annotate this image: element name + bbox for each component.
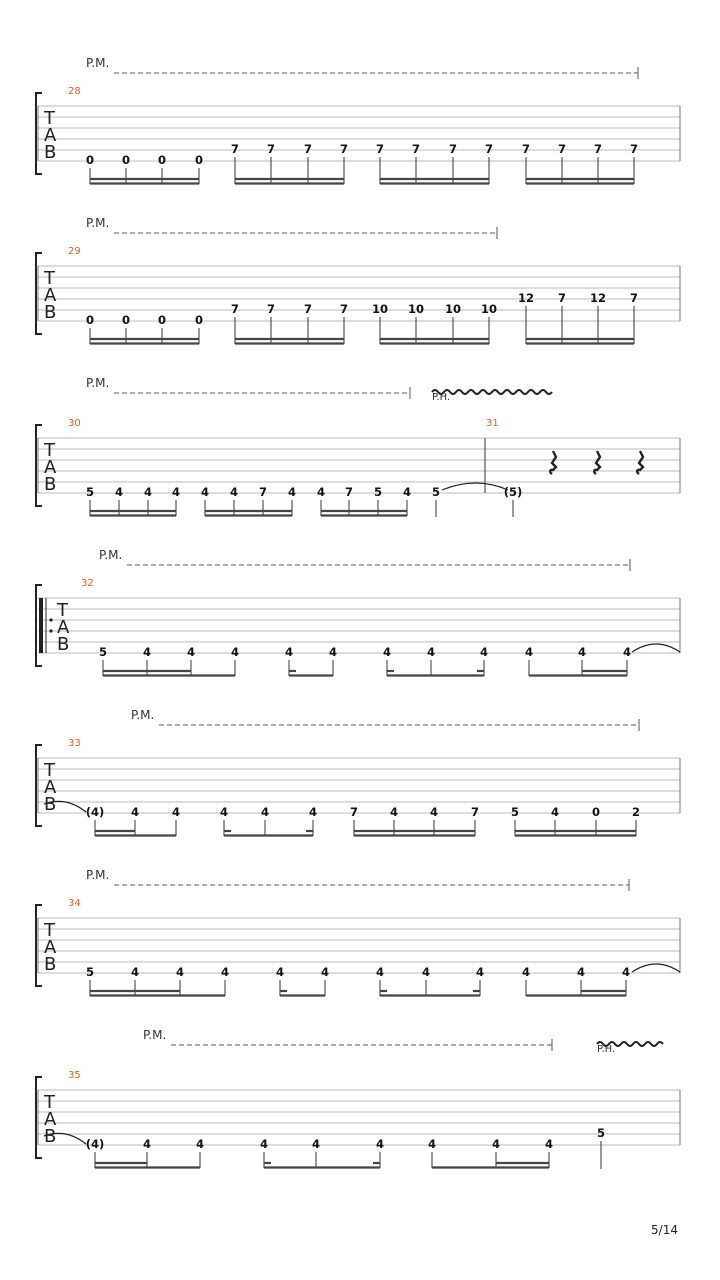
- fret-number: 4: [143, 485, 153, 499]
- tab-clef-b: B: [44, 794, 57, 815]
- fret-number: 4: [219, 805, 229, 819]
- fret-number: 4: [375, 965, 385, 979]
- fret-numbers: [86, 485, 522, 499]
- note-stems: [90, 980, 626, 996]
- fret-number: 4: [621, 965, 631, 979]
- fret-number: 10: [444, 302, 462, 316]
- fret-number: 7: [521, 142, 531, 156]
- fret-number: 4: [284, 645, 294, 659]
- fret-number: 7: [339, 142, 349, 156]
- fret-numbers: [86, 291, 638, 327]
- fret-number: 4: [130, 805, 140, 819]
- tab-system-4: [36, 548, 680, 676]
- fret-number: 7: [593, 142, 603, 156]
- beams: [95, 1163, 549, 1168]
- fret-number: 5: [98, 645, 108, 659]
- fret-number: 7: [266, 142, 276, 156]
- tab-clef-a: A: [44, 125, 57, 146]
- fret-number: 4: [130, 965, 140, 979]
- tab-clef-t: T: [44, 760, 55, 781]
- fret-number: 7: [266, 302, 276, 316]
- fret-number: 4: [550, 805, 560, 819]
- fret-number: 7: [303, 302, 313, 316]
- fret-number: 4: [544, 1137, 554, 1151]
- fret-number: 4: [230, 645, 240, 659]
- fret-number: 4: [389, 805, 399, 819]
- fret-number: 7: [629, 142, 639, 156]
- system-bracket: [36, 253, 42, 334]
- note-stems: [103, 660, 627, 676]
- fret-number: 0: [121, 313, 131, 327]
- tab-clef-t: T: [57, 600, 68, 621]
- fret-number: 0: [121, 153, 131, 167]
- palm-mute-label: P.M.: [86, 376, 110, 390]
- measure-number: 35: [68, 1070, 81, 1081]
- staff-lines: [38, 106, 680, 161]
- measure-number: 33: [68, 738, 81, 749]
- fret-number: 4: [142, 1137, 152, 1151]
- fret-numbers: [99, 645, 631, 659]
- measure-number: 29: [68, 246, 81, 257]
- fret-number: 0: [85, 153, 95, 167]
- fret-number: 5: [85, 485, 95, 499]
- tab-clef-t: T: [44, 108, 55, 129]
- fret-number: 4: [316, 485, 326, 499]
- fret-number: 12: [517, 291, 535, 305]
- measure-number: 32: [81, 578, 94, 589]
- tab-system-2: [36, 216, 680, 344]
- fret-number: 10: [480, 302, 498, 316]
- tab-clef-t: T: [44, 920, 55, 941]
- measure-number: 30: [68, 418, 81, 429]
- beams: [90, 179, 634, 184]
- fret-number: 7: [230, 142, 240, 156]
- fret-number: 4: [524, 645, 534, 659]
- palm-mute-label: P.M.: [99, 548, 123, 562]
- tab-system-5: [36, 708, 680, 836]
- tab-clef-b: B: [57, 634, 70, 655]
- fret-numbers: [86, 1126, 605, 1151]
- fret-number: 4: [200, 485, 210, 499]
- repeat-dot: [49, 618, 52, 621]
- tab-system-1: [36, 56, 680, 184]
- fret-number: 4: [382, 645, 392, 659]
- measure-number: 28: [68, 86, 81, 97]
- beams: [90, 511, 407, 516]
- fret-number: 0: [157, 313, 167, 327]
- fret-number: 4: [521, 965, 531, 979]
- fret-number: 7: [448, 142, 458, 156]
- fret-number: 4: [577, 645, 587, 659]
- fret-number: 4: [171, 805, 181, 819]
- fret-number: 5: [85, 965, 95, 979]
- fret-number: 4: [429, 805, 439, 819]
- fret-number: 7: [339, 302, 349, 316]
- tie-arc: [632, 964, 680, 972]
- fret-number: 4: [622, 645, 632, 659]
- fret-number: 0: [194, 313, 204, 327]
- measure-number: 34: [68, 898, 81, 909]
- tab-clef-a: A: [57, 617, 70, 638]
- fret-number: 7: [349, 805, 359, 819]
- fret-number: 4: [275, 965, 285, 979]
- fret-number: 7: [303, 142, 313, 156]
- note-stems: [95, 820, 636, 836]
- fret-number: 5: [596, 1126, 606, 1140]
- fret-number: 7: [375, 142, 385, 156]
- fret-number: 7: [629, 291, 639, 305]
- fret-number: 4: [186, 645, 196, 659]
- tab-system-3: [36, 376, 680, 517]
- tie-arc: [442, 483, 508, 490]
- tie-arc: [632, 644, 680, 652]
- fret-number: 4: [311, 1137, 321, 1151]
- repeat-dot: [49, 629, 52, 632]
- fret-number: 4: [114, 485, 124, 499]
- fret-number: 4: [260, 805, 270, 819]
- pinch-harmonic-label: P.H.: [432, 392, 451, 403]
- fret-number: 4: [475, 965, 485, 979]
- fret-number: 2: [631, 805, 641, 819]
- tab-clef-b: B: [44, 302, 57, 323]
- fret-number: 7: [258, 485, 268, 499]
- fret-number: 7: [411, 142, 421, 156]
- fret-number: 7: [344, 485, 354, 499]
- system-bracket: [36, 425, 42, 506]
- fret-number: (4): [85, 1137, 105, 1151]
- fret-number: 4: [171, 485, 181, 499]
- beams: [103, 671, 627, 676]
- palm-mute-label: P.M.: [131, 708, 155, 722]
- system-bracket: [36, 93, 42, 174]
- fret-numbers: [86, 965, 630, 979]
- fret-number: 4: [427, 1137, 437, 1151]
- fret-number: 0: [194, 153, 204, 167]
- fret-number: 7: [557, 142, 567, 156]
- fret-number: 10: [407, 302, 425, 316]
- fret-number: 4: [426, 645, 436, 659]
- tab-clef-b: B: [44, 474, 57, 495]
- measure-number: 31: [486, 418, 499, 429]
- system-bracket: [36, 1077, 42, 1158]
- fret-number: 4: [421, 965, 431, 979]
- fret-number: 4: [320, 965, 330, 979]
- tab-clef-a: A: [44, 937, 57, 958]
- fret-number: 4: [576, 965, 586, 979]
- fret-number: 7: [557, 291, 567, 305]
- tab-system-6: [36, 868, 680, 996]
- tab-clef-b: B: [44, 1126, 57, 1147]
- fret-number: (5): [503, 485, 523, 499]
- tab-clef-a: A: [44, 777, 57, 798]
- repeat-start-barline: [39, 598, 43, 653]
- vibrato-wave: [432, 390, 552, 394]
- beams: [90, 339, 634, 344]
- tab-clef-b: B: [44, 142, 57, 163]
- page-number: 5/14: [651, 1223, 678, 1237]
- palm-mute-label: P.M.: [86, 868, 110, 882]
- staff-lines: [38, 266, 680, 321]
- fret-number: 4: [195, 1137, 205, 1151]
- tab-clef-a: A: [44, 285, 57, 306]
- fret-number: 4: [220, 965, 230, 979]
- palm-mute-label: P.M.: [86, 56, 110, 70]
- fret-number: 4: [287, 485, 297, 499]
- beams: [90, 991, 626, 996]
- fret-number: (4): [85, 805, 105, 819]
- fret-numbers: [86, 142, 638, 167]
- tab-clef-b: B: [44, 954, 57, 975]
- fret-number: 4: [491, 1137, 501, 1151]
- fret-number: 0: [85, 313, 95, 327]
- fret-number: 0: [157, 153, 167, 167]
- fret-number: 0: [591, 805, 601, 819]
- fret-number: 4: [308, 805, 318, 819]
- fret-number: 10: [371, 302, 389, 316]
- fret-number: 4: [229, 485, 239, 499]
- system-bracket: [36, 905, 42, 986]
- fret-numbers: [86, 805, 640, 819]
- staff-lines: [38, 438, 680, 493]
- fret-number: 5: [431, 485, 441, 499]
- staff-lines: [38, 1090, 680, 1145]
- system-bracket: [36, 745, 42, 826]
- fret-number: 7: [470, 805, 480, 819]
- tab-clef-t: T: [44, 440, 55, 461]
- fret-number: 4: [375, 1137, 385, 1151]
- tab-clef-t: T: [44, 268, 55, 289]
- fret-number: 4: [259, 1137, 269, 1151]
- tab-clef-a: A: [44, 1109, 57, 1130]
- tab-system-7: [36, 1028, 680, 1169]
- fret-number: 5: [373, 485, 383, 499]
- palm-mute-label: P.M.: [86, 216, 110, 230]
- pinch-harmonic-label: P.H.: [597, 1044, 616, 1055]
- tab-clef-a: A: [44, 457, 57, 478]
- palm-mute-label: P.M.: [143, 1028, 167, 1042]
- fret-number: 4: [402, 485, 412, 499]
- fret-number: 4: [142, 645, 152, 659]
- fret-number: 4: [328, 645, 338, 659]
- tab-clef-t: T: [44, 1092, 55, 1113]
- fret-number: 5: [510, 805, 520, 819]
- fret-number: 4: [175, 965, 185, 979]
- fret-number: 4: [479, 645, 489, 659]
- fret-number: 12: [589, 291, 607, 305]
- fret-number: 7: [484, 142, 494, 156]
- fret-number: 7: [230, 302, 240, 316]
